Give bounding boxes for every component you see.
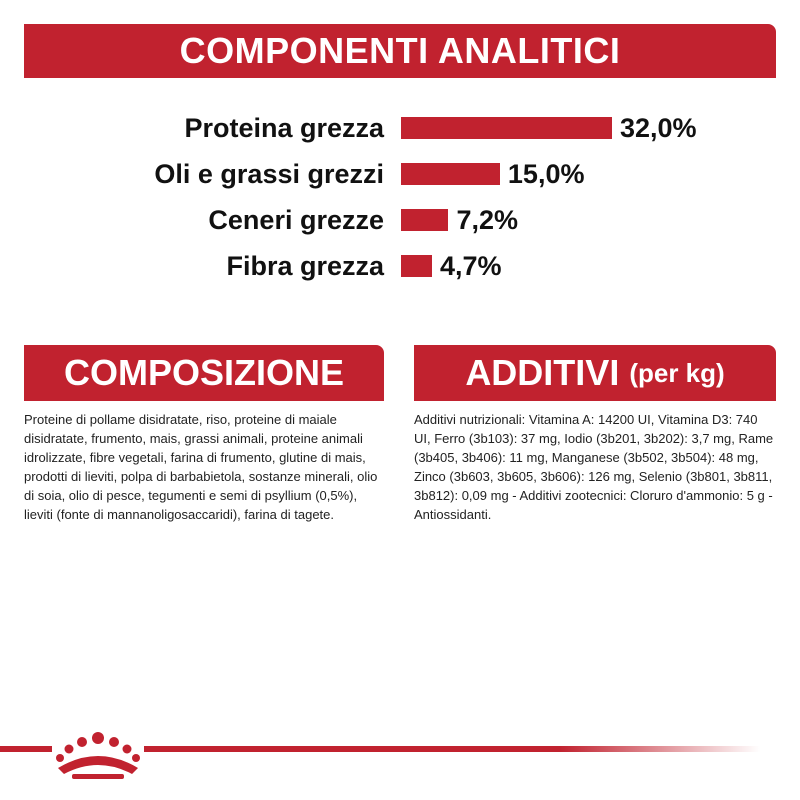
analytic-row <box>0 248 800 284</box>
analytic-row-bar <box>401 255 432 277</box>
analytic-row-bar <box>401 209 448 231</box>
composition-text: Proteine di pollame disidratate, riso, proteine di maiale disidratate, frumento, mais, grassi animali, proteine animali idrolizzate, fibre vegetali, farina di frumento, glutine di mais, prodotti di lieviti, polpa di barbabietola, sostanze minerali, olio di soia, olio di pesce, tegumenti e semi di psyllium (0,5%), lieviti (fonte di mannanoligosaccaridi), farina di tagete. <box>24 412 378 522</box>
analytic-row-label: Fibra grezza <box>226 250 384 281</box>
additives-banner <box>414 345 776 401</box>
analytic-row-bar <box>401 117 612 139</box>
analytic-row-value: 7,2% <box>456 204 519 235</box>
analytic-row-bar <box>401 163 500 185</box>
crown-logo-icon <box>52 728 144 784</box>
analytic-row-label: Ceneri grezze <box>208 204 384 235</box>
analytic-components-chart <box>0 0 800 300</box>
analytic-row <box>0 110 800 146</box>
composition-banner <box>24 345 384 401</box>
analytic-row-label: Oli e grassi grezzi <box>154 158 384 189</box>
additives-text: Additivi nutrizionali: Vitamina A: 14200 UI, Vitamina D3: 740 UI, Ferro (3b103): 37 mg, Iodio (3b201, 3b202): 3,7 mg, Rame (3b405, 3b406): 11 mg, Manganese (3b502, 3b504): 48 mg, Zinco (3b603, 3b605, 3b606): 126 mg, Selenio (3b801, 3b811, 3b812): 0,09 mg - Additivi zootecnici: Cloruro d'ammonio: 5 g - Antiossidanti. <box>414 412 774 522</box>
analytic-row-value: 15,0% <box>507 158 585 189</box>
analytic-components-title: COMPONENTI ANALITICI <box>179 30 621 71</box>
analytic-row <box>0 156 800 192</box>
analytic-row <box>0 202 800 238</box>
additives-subtitle: (per kg) <box>629 357 725 388</box>
analytic-row-value: 32,0% <box>620 112 697 143</box>
additives-title: ADDITIVI <box>465 352 620 393</box>
composition-title: COMPOSIZIONE <box>63 352 345 393</box>
analytic-row-value: 4,7% <box>439 250 502 281</box>
analytic-row-label: Proteina grezza <box>184 112 384 143</box>
